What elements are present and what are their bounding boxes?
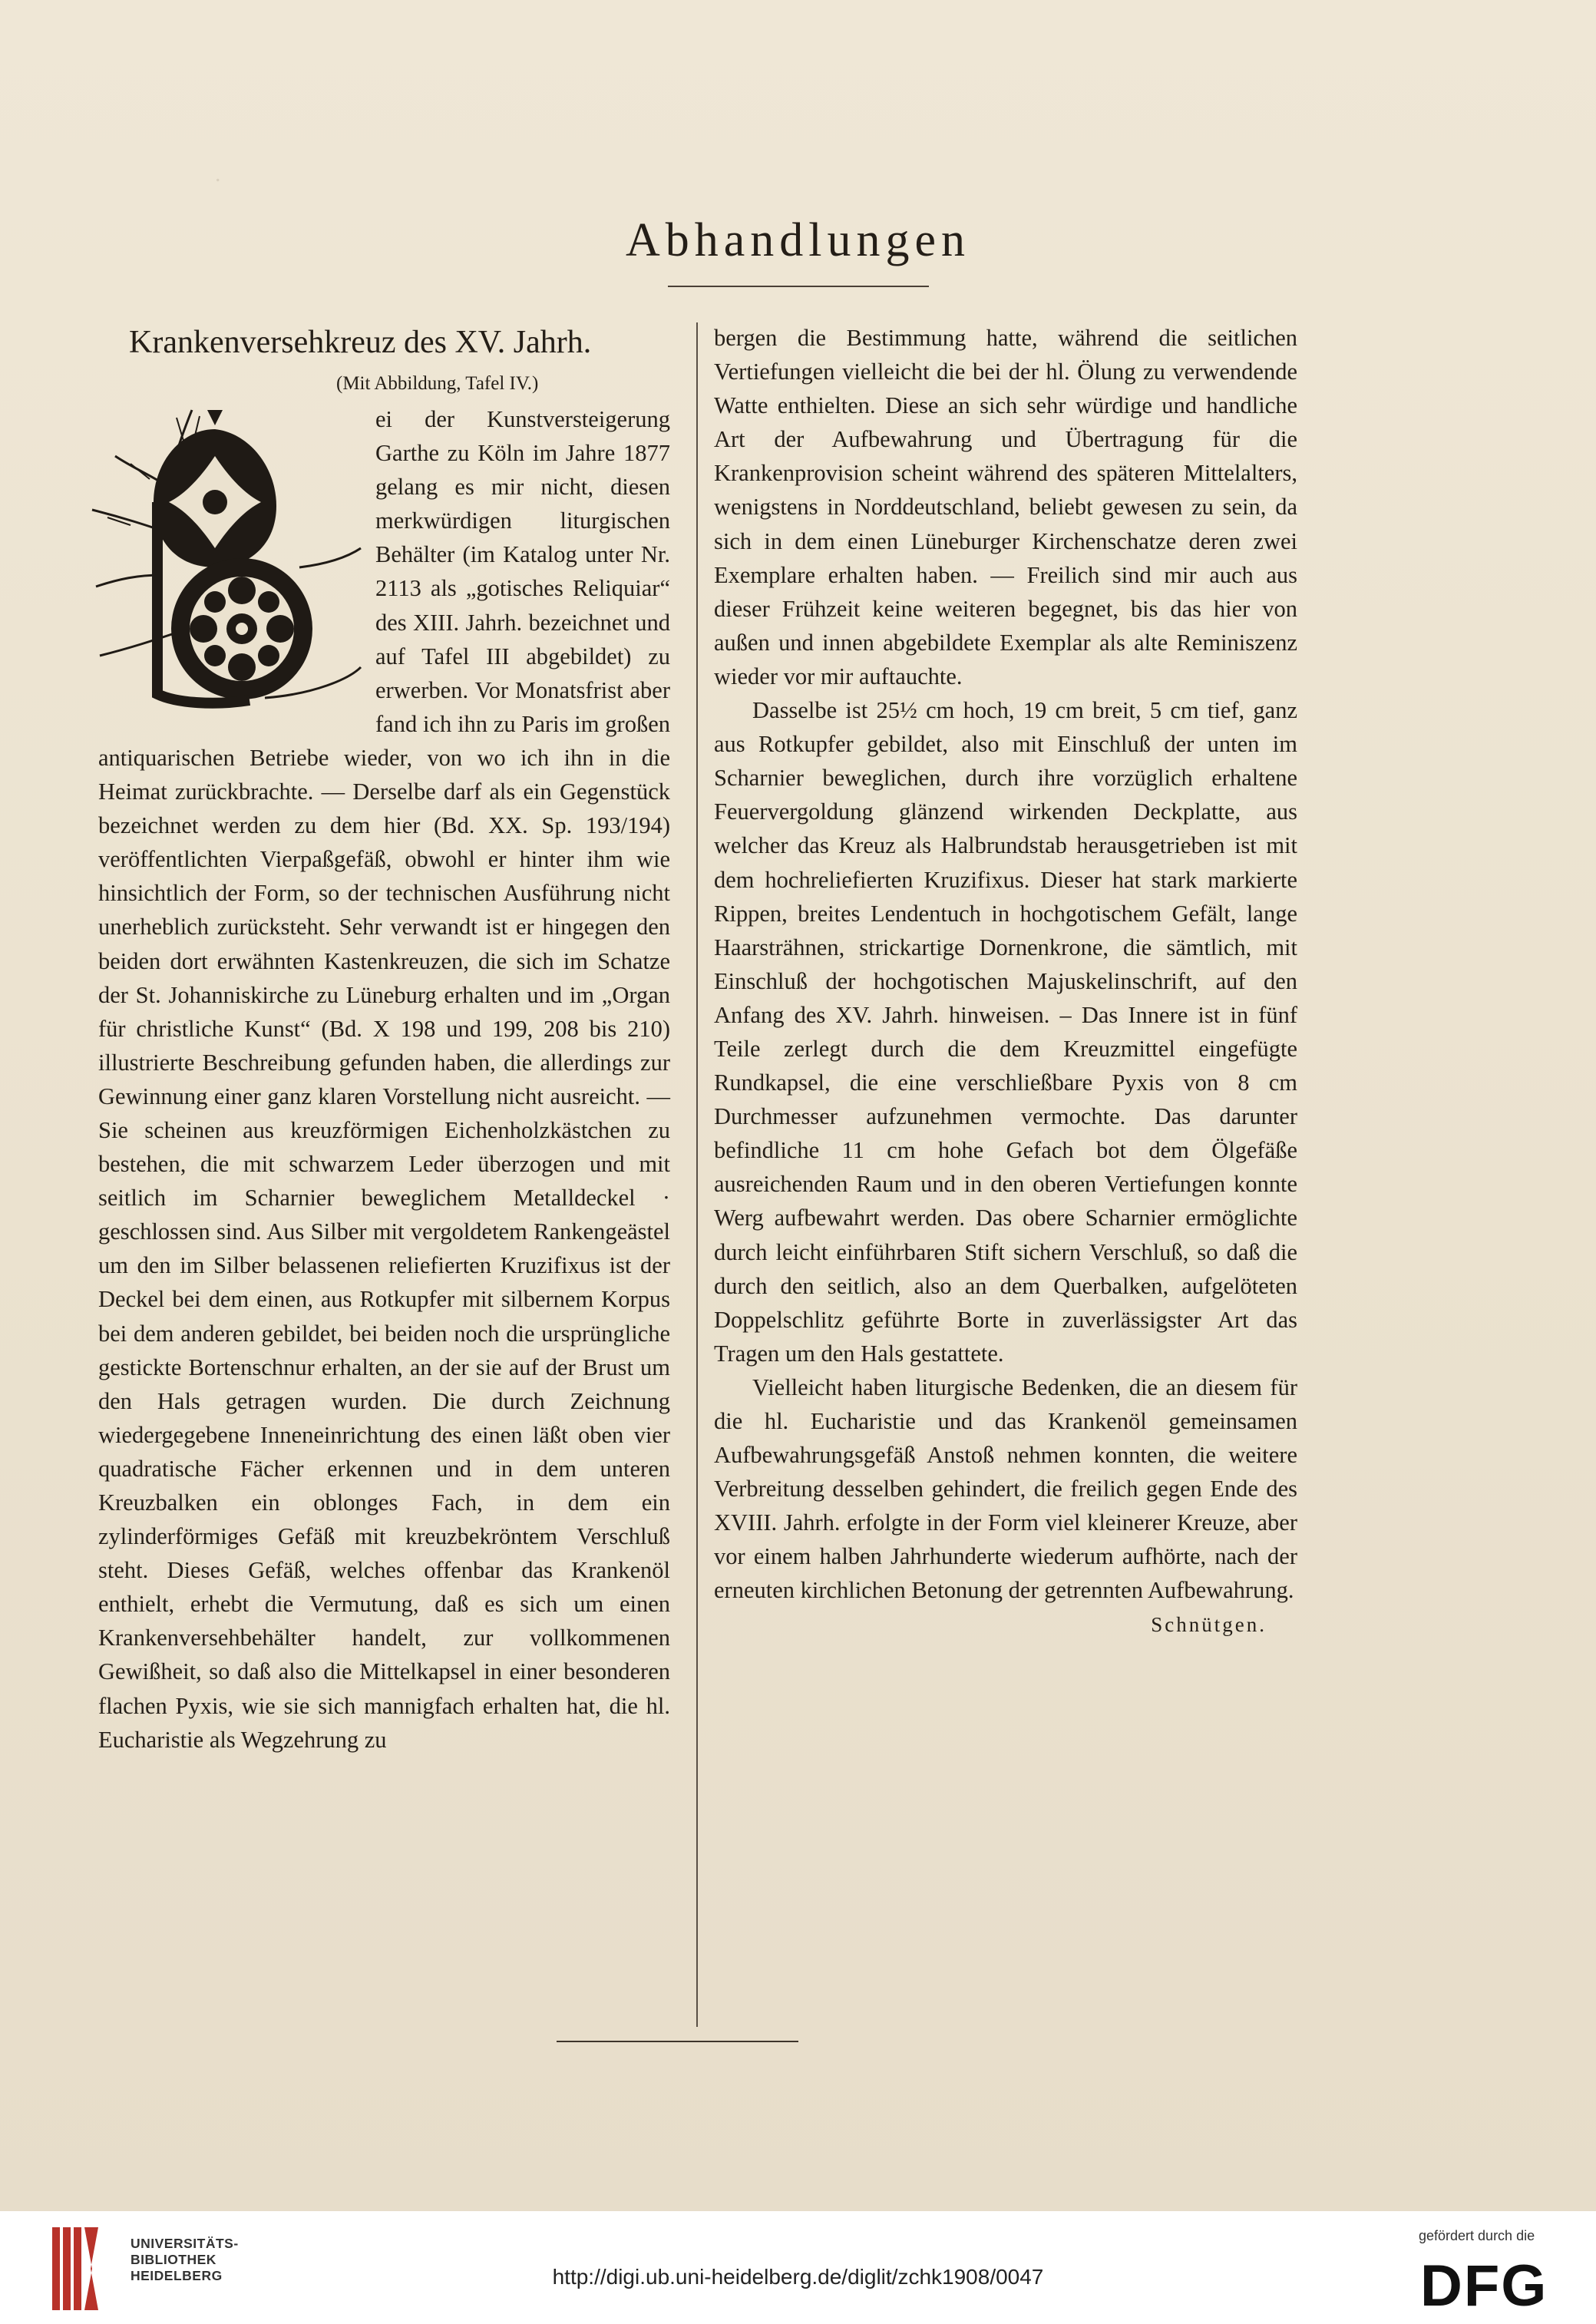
paragraph-3-text: Vielleicht haben liturgische Bedenken, die an diesem für die hl. Eucharistie und das Krankenöl gemeinsamen Aufbewahrungsgefäß Anstoß nehmen konnten, die weitere Verbreitung desselben gehindert, die freilich gegen Ende des XVIII. Jahrh. erfolgte in der Form viel kleinerer Kreuze, aber vor einem halben Jahrhunderte wiederum aufhörte, nach der erneuten kirchlichen Betonung der getrennten Aufbewahrung. bbox=[714, 1374, 1297, 1604]
column-divider bbox=[696, 322, 698, 2027]
right-column bbox=[714, 321, 1297, 1641]
paragraph-1: bergen die Bestimmung hatte, während die seitlichen Vertiefungen vielleicht die bei der hl. Ölung zu verwendende Watte enthielten. Diese an sich sehr würdige und handliche Art der Aufbewahrung und Übertragung für die Krankenprovision scheint während des späteren Mittelalters, wenigstens in Norddeutschland, beliebt gewesen zu sein, da sich in dem einen Lüneburger Kirchenschatze deren zwei Exemplare erhalten haben. — Freilich sind mir auch aus dieser Frühzeit keine weiteren begegnet, bis das hier von außen und innen abgebildete Exemplar als alte Reminiszenz wieder vor mir auftauchte. bbox=[714, 325, 1297, 689]
article-title: Krankenversehkreuz des XV. Jahrh. bbox=[129, 325, 592, 360]
section-title: Abhandlungen bbox=[625, 214, 971, 266]
paragraph-2: Dasselbe ist 25½ cm hoch, 19 cm breit, 5 cm tief, ganz aus Rotkupfer gebildet, also mit Einschluß der unten im Scharnier beweglichen, durch ihre vorzüglich erhaltene Feuervergoldung glänzend wirkenden Deckplatte, aus welcher das Kreuz als Halbrundstab herausgetrieben ist mit dem hochreliefierten Kruzifixus. Dieser hat stark markierte Rippen, breites Lendentuch in hochgotischem Gefält, lange Haarsträhnen, strickartige Dornenkrone, die sämtlich, mit Einschluß der hochgotischen Majuskelinschrift, auf den Anfang des XV. Jahrh. hinweisen. – Das Innere ist in fünf Teile zerlegt durch die dem Kreuzmittel eingefügte Rundkapsel, die eine verschließbare Pyxis von 8 cm Durchmesser aufzunehmen vermochte. Das darunter befindliche 11 cm hohe Gefach bot dem Ölgefäße ausreichenden Raum und in den oberen Vertiefungen konnte Werg aufbewahrt werden. Das obere Scharnier ermöglichte durch leicht einführbaren Stift sichern Verschluß, so daß die durch den seitlich, also an dem Querbalken, aufgelöteten Doppelschlitz geführte Borte in zuverlässigster Art das Tragen um den Hals gestattete. bbox=[714, 697, 1297, 1367]
left-column bbox=[98, 321, 670, 1757]
library-name-line-1: UNIVERSITÄTS- bbox=[131, 2236, 239, 2251]
library-name-line-3: HEIDELBERG bbox=[131, 2268, 223, 2283]
funding-note: gefördert durch die bbox=[1419, 2228, 1535, 2243]
ornamental-initial-b bbox=[84, 402, 365, 709]
library-name-line-2: BIBLIOTHEK bbox=[131, 2252, 216, 2267]
dfg-logo: DFG bbox=[1420, 2253, 1548, 2319]
end-rule bbox=[557, 2041, 798, 2042]
bleed-through-text: . bbox=[215, 161, 221, 187]
title-divider bbox=[668, 286, 929, 287]
paragraph-3 bbox=[714, 1370, 1297, 1636]
article-note: (Mit Abbildung, Tafel IV.) bbox=[336, 373, 539, 394]
permalink-url[interactable]: http://digi.ub.uni-heidelberg.de/diglit/zchk1908/0047 bbox=[552, 2265, 1044, 2289]
left-column-text: ei der Kunstversteigerung Garthe zu Köln im Jahre 1877 gelang es mir nicht, diesen merkwürdigen liturgischen Behälter (im Katalog unter Nr. 2113 als „gotisches Reliquiar“ des XIII. Jahrh. bezeichnet und auf Tafel III abgebildet) zu erwerben. Vor Monatsfrist aber fand ich ihn zu Paris im großen antiquarischen Betriebe wieder, von wo ich ihn in die Heimat zurückbrachte. — Derselbe darf als ein Gegenstück bezeichnet werden zu dem hier (Bd. XX. Sp. 193/194) veröffentlichten Vierpaßgefäß, obwohl er hinter ihm wie hinsichtlich der Form, so der technischen Ausführung nicht unerheblich zurücksteht. Sehr verwandt ist er hingegen den beiden dort erwähnten Kastenkreuzen, die sich im Schatze der St. Johanniskirche zu Lüneburg erhalten und im „Organ für christliche Kunst“ (Bd. X 198 und 199, 208 bis 210) illustrierte Beschreibung gefunden haben, die allerdings zur Gewinnung einer ganz klaren Vorstellung nicht ausreicht. — Sie scheinen aus kreuzförmigen Eichenholzkästchen zu bestehen, die mit schwarzem Leder überzogen und mit seitlich im Scharnier beweglichem Metalldeckel · geschlossen sind. Aus Silber mit vergoldetem Rankengeästel um den im Silber belassenen reliefierten Kruzifixus ist der Deckel bei dem einen, aus Rotkupfer mit silbernem Korpus bei dem anderen gebildet, bei beiden noch die ursprüngliche gestickte Bortenschnur erhalten, an der sie auf der Brust um den Hals getragen wurden. Die durch Zeichnung wiedergegebene Inneneinrichtung des einen läßt oben vier quadratische Fächer erkennen und in dem unteren Kreuzbalken ein oblonges Fach, in dem ein zylinderförmiges Gefäß mit kreuzbekröntem Verschluß steht. Dieses Gefäß, welches offenbar das Krankenöl enthielt, erhebt die Vermutung, daß es sich um einen Krankenversehbehälter handelt, zur vollkommenen Gewißheit, so daß also die Mittelkapsel in einer besonderen flachen Pyxis, wie sie sich mannigfach erhalten hat, die hl. Eucharistie als Wegzehrung zu bbox=[98, 406, 670, 1753]
author-signature: Schnütgen. bbox=[1151, 1612, 1267, 1636]
